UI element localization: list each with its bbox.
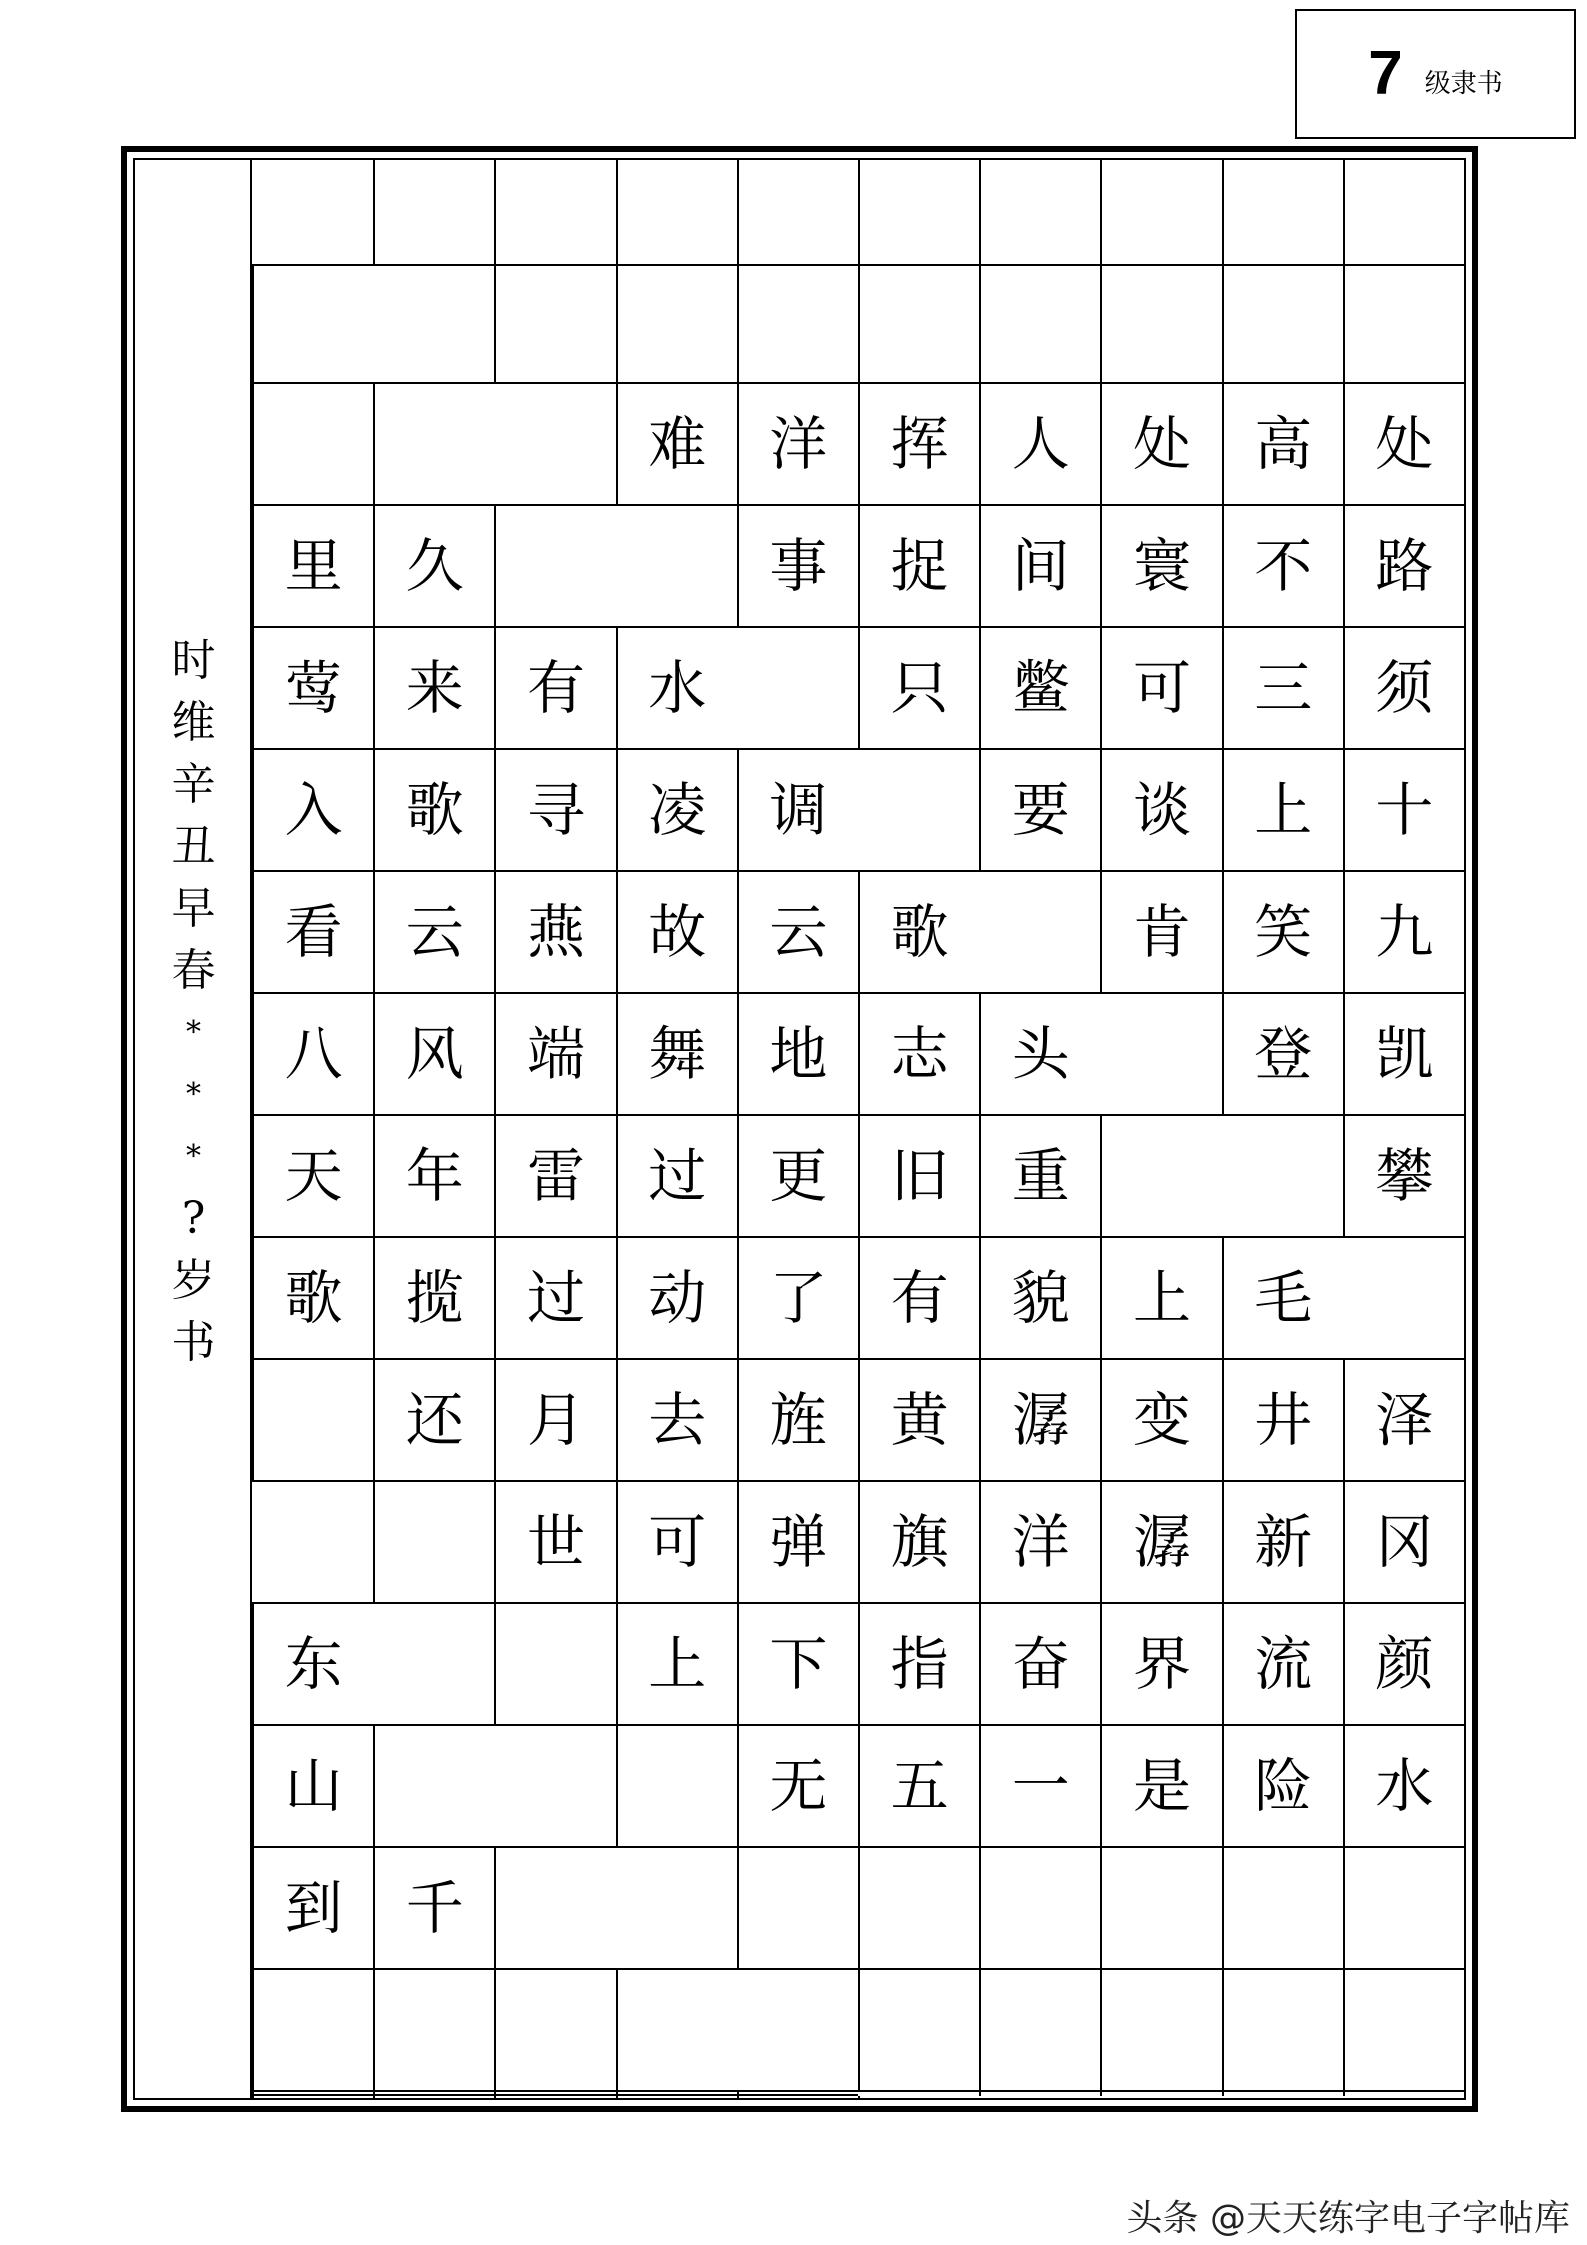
grid-cell: [979, 1970, 1100, 2092]
grid-cell: [1343, 266, 1464, 384]
grid-cell: 上: [1222, 750, 1343, 872]
grid-cell: 旧: [858, 1116, 979, 1238]
grid-cell: [737, 628, 858, 750]
grid-cell: 处: [1343, 384, 1464, 506]
grid-cell: 九: [1343, 872, 1464, 994]
grid-cell: 歌: [373, 750, 494, 872]
grid-cell: 了: [737, 1238, 858, 1360]
grid-cell: [616, 1970, 737, 2092]
grid-cell: 貌: [979, 1238, 1100, 1360]
grid-cell: [616, 2096, 737, 2098]
grid-cell: 看: [252, 872, 373, 994]
grid-cell: [1222, 266, 1343, 384]
grid-cell: [858, 1848, 979, 1970]
grid-cell: 去: [616, 1360, 737, 1482]
grid-cell: 过: [494, 1238, 615, 1360]
grid-cell: [1222, 1116, 1343, 1238]
grid-cell: 指: [858, 1604, 979, 1726]
grid-cell: [1343, 1970, 1464, 2092]
grid-cell: 还: [373, 1360, 494, 1482]
grid-cell: [1222, 1848, 1343, 1970]
grid-cell: [494, 266, 615, 384]
grid-cell: 泽: [1343, 1360, 1464, 1482]
grid-cell: [252, 266, 373, 384]
grid-cell: 可: [1100, 628, 1221, 750]
grid-cell: 井: [1222, 1360, 1343, 1482]
grid-cell: 黄: [858, 1360, 979, 1482]
grid-cell: 肯: [1100, 872, 1221, 994]
grid-cell: 路: [1343, 506, 1464, 628]
grid-cell: 三: [1222, 628, 1343, 750]
grid-cell: 一: [979, 1726, 1100, 1848]
grid-cell: [252, 160, 373, 266]
grid-cell: 冈: [1343, 1482, 1464, 1604]
grid-cell: 年: [373, 1116, 494, 1238]
grid-cell: 来: [373, 628, 494, 750]
grid-cell: [737, 160, 858, 266]
grid-cell: 洋: [979, 1482, 1100, 1604]
level-label: 级隶书: [1424, 68, 1503, 99]
grid-cell: 要: [979, 750, 1100, 872]
grid-cell: [858, 266, 979, 384]
grid-cell: 舞: [616, 994, 737, 1116]
grid-cell: [252, 1360, 373, 1482]
grid-cell: 新: [1222, 1482, 1343, 1604]
grid-cell: 动: [616, 1238, 737, 1360]
grid-cell: 难: [616, 384, 737, 506]
grid-cell: 高: [1222, 384, 1343, 506]
grid-cell: [1222, 2092, 1343, 2096]
grid-cell: 上: [1100, 1238, 1221, 1360]
grid-cell: 凌: [616, 750, 737, 872]
grid-cell: 颜: [1343, 1604, 1464, 1726]
grid-cell: 重: [979, 1116, 1100, 1238]
practice-grid: [252, 160, 1464, 2098]
grid-cell: 有: [858, 1238, 979, 1360]
grid-cell: 洋: [737, 384, 858, 506]
grid-cell: [373, 1970, 494, 2092]
grid-cell: 事: [737, 506, 858, 628]
grid-cell: 到: [252, 1848, 373, 1970]
grid-cell: 八: [252, 994, 373, 1116]
level-number: 7: [1368, 39, 1403, 108]
grid-cell: 可: [616, 1482, 737, 1604]
grid-cell: [494, 2096, 615, 2098]
signature-char: *: [186, 1139, 201, 1174]
grid-cell: [979, 2092, 1100, 2096]
grid-cell: 毛: [1222, 1238, 1343, 1360]
grid-cell: [494, 160, 615, 266]
grid-cell: 寻: [494, 750, 615, 872]
grid-cell: 上: [616, 1604, 737, 1726]
grid-cell: 月: [494, 1360, 615, 1482]
signature-char: 辛: [171, 759, 216, 810]
signature-char: 维: [171, 697, 216, 748]
signature-text: [135, 630, 252, 1374]
grid-cell: [1100, 2092, 1221, 2096]
grid-cell: 燕: [494, 872, 615, 994]
grid-cell: 水: [616, 628, 737, 750]
grid-cell: [1100, 266, 1221, 384]
grid-cell: [616, 266, 737, 384]
grid-cell: 潺: [1100, 1482, 1221, 1604]
grid-cell: 谈: [1100, 750, 1221, 872]
grid-cell: [494, 1970, 615, 2092]
grid-cell: [1343, 1848, 1464, 1970]
grid-cell: [252, 1970, 373, 2092]
grid-cell: 入: [252, 750, 373, 872]
grid-cell: 端: [494, 994, 615, 1116]
grid-cell: 险: [1222, 1726, 1343, 1848]
grid-cell: 须: [1343, 628, 1464, 750]
grid-cell: 有: [494, 628, 615, 750]
grid-cell: [1100, 1970, 1221, 2092]
grid-cell: [858, 1970, 979, 2092]
grid-cell: 风: [373, 994, 494, 1116]
grid-cell: [1100, 994, 1221, 1116]
grid-cell: [252, 384, 373, 506]
grid-cell: [616, 506, 737, 628]
grid-cell: 变: [1100, 1360, 1221, 1482]
grid-cell: [737, 266, 858, 384]
grid-cell: 无: [737, 1726, 858, 1848]
grid-cell: [979, 266, 1100, 384]
grid-cell: 头: [979, 994, 1100, 1116]
grid-cell: 久: [373, 506, 494, 628]
grid-cell: [494, 1604, 615, 1726]
signature-char: 春: [171, 945, 216, 996]
signature-column: [135, 160, 252, 2098]
grid-cell: [616, 1848, 737, 1970]
grid-cell: 笑: [1222, 872, 1343, 994]
grid-cell: 间: [979, 506, 1100, 628]
grid-cell: 东: [252, 1604, 373, 1726]
grid-cell: 歌: [252, 1238, 373, 1360]
grid-cell: [1100, 160, 1221, 266]
signature-char: 时: [171, 635, 216, 686]
grid-cell: [1343, 2092, 1464, 2096]
grid-cell: 不: [1222, 506, 1343, 628]
grid-cell: [373, 1726, 494, 1848]
grid-cell: 千: [373, 1848, 494, 1970]
grid-cell: 云: [373, 872, 494, 994]
grid-cell: [252, 1482, 373, 1604]
grid-cell: 潺: [979, 1360, 1100, 1482]
grid-cell: 调: [737, 750, 858, 872]
grid-cell: [979, 872, 1100, 994]
grid-cell: 过: [616, 1116, 737, 1238]
grid-cell: [1100, 1116, 1221, 1238]
grid-cell: 地: [737, 994, 858, 1116]
grid-cell: 弹: [737, 1482, 858, 1604]
grid-cell: 攀: [1343, 1116, 1464, 1238]
signature-char: *: [186, 1015, 201, 1050]
grid-cell: [373, 384, 494, 506]
grid-cell: 世: [494, 1482, 615, 1604]
grid-cell: 更: [737, 1116, 858, 1238]
grid-cell: 歌: [858, 872, 979, 994]
grid-cell: [1343, 160, 1464, 266]
signature-char: 丑: [171, 821, 216, 872]
grid-cell: [858, 750, 979, 872]
grid-cell: 水: [1343, 1726, 1464, 1848]
grid-cell: 山: [252, 1726, 373, 1848]
signature-char: 书: [171, 1317, 216, 1368]
grid-cell: 寰: [1100, 506, 1221, 628]
grid-cell: 凯: [1343, 994, 1464, 1116]
grid-cell: 挥: [858, 384, 979, 506]
grid-cell: [494, 384, 615, 506]
grid-cell: 旗: [858, 1482, 979, 1604]
grid-cell: [737, 1848, 858, 1970]
grid-cell: 十: [1343, 750, 1464, 872]
grid-cell: 人: [979, 384, 1100, 506]
grid-cell: [616, 1726, 737, 1848]
grid-cell: [979, 1848, 1100, 1970]
grid-cell: [373, 1482, 494, 1604]
grid-cell: [616, 160, 737, 266]
grid-cell: [737, 2096, 858, 2098]
grid-cell: [1100, 1848, 1221, 1970]
grid-cell: [252, 2096, 373, 2098]
grid-cell: [494, 1848, 615, 1970]
grid-cell: 旌: [737, 1360, 858, 1482]
grid-cell: 故: [616, 872, 737, 994]
grid-cell: 五: [858, 1726, 979, 1848]
grid-cell: [1343, 1238, 1464, 1360]
grid-cell: [858, 160, 979, 266]
grid-cell: 是: [1100, 1726, 1221, 1848]
grid-cell: [858, 2096, 979, 2098]
grid-cell: 雷: [494, 1116, 615, 1238]
grid-cell: [494, 506, 615, 628]
grid-cell: [494, 1726, 615, 1848]
grid-cell: [1222, 160, 1343, 266]
signature-char: 岁: [171, 1255, 216, 1306]
grid-cell: 里: [252, 506, 373, 628]
grid-cell: 只: [858, 628, 979, 750]
grid-cell: [979, 160, 1100, 266]
grid-cell: 捉: [858, 506, 979, 628]
grid-cell: 奋: [979, 1604, 1100, 1726]
watermark: 头条 @天天练字电子字帖库: [1126, 2198, 1570, 2239]
grid-cell: 下: [737, 1604, 858, 1726]
grid-cell: 揽: [373, 1238, 494, 1360]
grid-cell: 登: [1222, 994, 1343, 1116]
signature-char: *: [186, 1077, 201, 1112]
grid-cell: 鳖: [979, 628, 1100, 750]
grid-cell: 天: [252, 1116, 373, 1238]
signature-char: 早: [171, 883, 216, 934]
grid-cell: [737, 1970, 858, 2092]
grid-cell: 处: [1100, 384, 1221, 506]
signature-char: ?: [181, 1193, 206, 1244]
grid-cell: 莺: [252, 628, 373, 750]
grid-cell: 志: [858, 994, 979, 1116]
grid-cell: [1222, 1970, 1343, 2092]
grid-cell: [373, 160, 494, 266]
grid-cell: [373, 1604, 494, 1726]
grid-cell: [373, 266, 494, 384]
grid-cell: 界: [1100, 1604, 1221, 1726]
grid-cell: [373, 2096, 494, 2098]
grid-cell: 云: [737, 872, 858, 994]
level-box: [1295, 9, 1576, 139]
grid-cell: 流: [1222, 1604, 1343, 1726]
